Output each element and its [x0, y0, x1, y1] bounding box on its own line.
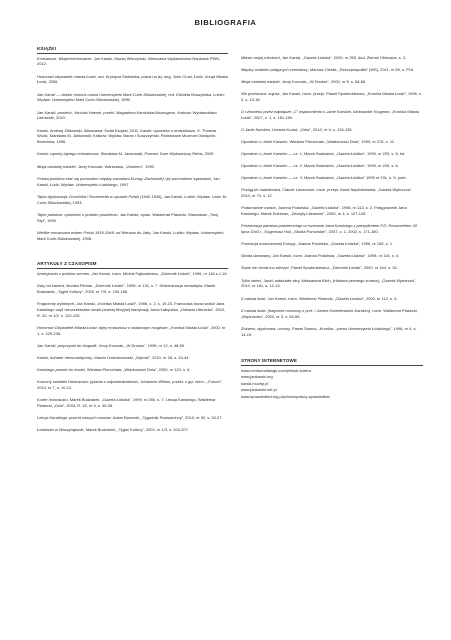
entry-details: , Marek Budziarek, „Gazeta Łódzka”, 1999, nr 280, s. 7. Lekcja Karskiego, Waldemar Piasecki, „Dziś”, 2003, R. 16, nr 9, s. 39-45. [37, 397, 216, 409]
entry-title: Opowieść o Janie Karskim — cz. 3 [241, 175, 302, 181]
bibliography-entry [241, 79, 423, 85]
bibliography-entry [37, 355, 228, 361]
entry-details: , Jan Karski, Lublin: Wydaw. Uniwersytetu Marii Curie-Skłodowskiej, 1998. [37, 229, 224, 241]
entry-details: , Paweł Samuś, „Kronika - pismo Uniwersytetu Łódzkiego”, 1996, nr 4, s. 14-15. [241, 325, 417, 337]
bibliography-entry [37, 325, 228, 337]
websites-list [241, 368, 423, 400]
bibliography-entry [37, 283, 228, 295]
entry-title: Świat nie chciał mu wierzyć [241, 265, 289, 271]
entry-details: , red. Krystyna Stokelska; praca na jej. ang. John Crust, Łódź: Urząd Miasta Łodzi, 2006. [37, 73, 228, 85]
entry-details: , Urszula Kozioł, „Odra”, 2010, nr 4, s. 134-135. [269, 126, 353, 132]
entry-details: , Mariusz Cieślik, „Rzeczpospolita” (WS), 2011, nr 59, s. P16. [307, 66, 415, 72]
entry-title: Tajna dyplomacja Churchilla i Roosevelta w sprawie Polski (1940-1945) [37, 193, 162, 199]
entry-details: , Jan Karski, „Kronika Miasta Łodzi”, 1996, z. 2, s. 19-23. Francuska burza wokół Jana Karskiego czyli nieoczekiwane skutki pewnej fikcyjnej fascynacji, Anna Łabędzka, „Dekada Literacka”, 2010, R. 20, nr 1/2, s. 120-125. [37, 301, 226, 318]
entry-title: Żołnierz, dyplomata, uczony [241, 325, 291, 331]
entry-title: Amerykanin z polskim sercem, Jan Karski [37, 270, 110, 276]
entry-details: , Stanisław M. Jankowski; Poznań: Dom Wydawniczy Rebis, 2009. [98, 151, 215, 157]
entry-details: , „Kronika Miasta Łodzi”, 2000, nr 1, s. 229-238. [37, 324, 226, 336]
entry-title: Honorowi obywatele miasta Łodzi [37, 73, 96, 79]
entry-title: Prowincja nowoczesnej Europy [241, 241, 296, 247]
bibliography-entry [37, 230, 228, 242]
bibliography-entry [241, 163, 423, 169]
website-link[interactable]: www.jankarski.org [241, 374, 273, 380]
entry-title: Opowieść o Janie Karskim [241, 138, 288, 144]
entry-details: , Marek Budziarek, „Tygiel Kultury”, 2002, nr 1/3, s. 204-207. [83, 427, 189, 433]
bibliography-entry [37, 415, 228, 421]
bibliography-entry [241, 67, 423, 73]
entry-details: , Marek Budziarek, „Gazeta Łódzka” 1999 nr 231, s. 5, portr. [301, 175, 407, 181]
entry-title: Tylko dzieci [241, 277, 262, 283]
bibliography-entry [37, 379, 228, 391]
entry-title: Jan Karski: przyczynki do biografii [37, 342, 97, 348]
entry-title: Fragmenty wybitnych [37, 301, 75, 306]
entry-details: , Eugeniusz Hull, „Studia Pomorskie”, 2007, z. 1, 2002, s. 171-180. [262, 229, 379, 235]
entry-title: Karski, bohater nieromantyczny [37, 355, 93, 360]
right-articles-list [241, 55, 423, 338]
entry-title: Miasto mojej młodości [241, 54, 280, 60]
bibliography-entry [37, 271, 228, 277]
entry-title: Podarowane miasto [241, 205, 276, 211]
bibliography-entry [37, 110, 228, 122]
entry-details: , Jan Karski, Łódź: Wydaw. Uniwersytetu Łódzkiego, 1997. [37, 175, 220, 187]
books-list [37, 56, 228, 242]
bibliography-entry [241, 223, 423, 235]
entry-details: , Monika Pietras, „Dziennik Łódzki”, 1999, nr 132, s. 7. Determinacja romantyka, Marek Budziarek, „Tygiel Kultury”, 2000, nr 7/9, s. 154-158. [37, 283, 216, 294]
entry-details: , Joanna Podolska, „Gazeta Łódzka”, 1996, nr 169, s. 1. [295, 241, 394, 247]
entry-title: Karski: raporty tajnego emisariusza [37, 151, 99, 157]
bibliography-entry [241, 278, 423, 290]
website-link[interactable]: www.sprawiedliwi.org.pl/pl/cms/polscy-sprawiedliwi [241, 393, 330, 399]
bibliography-entry [37, 301, 228, 319]
bibliography-entry [37, 176, 228, 188]
bibliography-entry [37, 74, 228, 86]
entry-details: , rozm. Michał Fajbusiewicz, „Dziennik Łódzki”, 1996, nr 146 s.1,16. [109, 270, 228, 276]
bibliography-entry [241, 109, 423, 121]
entry-title: Z miasta łodzi: (fragment rozmowy z prof. / Janem Kozielewskim-Karskim) [241, 307, 371, 313]
entry-title: O Janie Karskim [241, 126, 270, 132]
entry-title: Wielkie mocarstwa wobec Polski 1919-1945: od Wersalu do Jałty [37, 229, 151, 235]
bibliography-entry [241, 265, 423, 271]
entry-title: Misja ostatniej nadziei [241, 78, 280, 84]
entry-details: , Johannes Willms, przekł. z jęz. niem., „Forum”, 2010, nr 7, s. 10-12. [37, 379, 223, 391]
bibliography-entry [37, 212, 228, 224]
website-link[interactable]: www.jankarski.net.pl [241, 387, 277, 393]
entry-details: , Aleksander Klugman, „Kronika Miasta Łodzi”, 2007, z. 1, s. 151-159. [241, 108, 419, 120]
entry-details: , Paweł Spodenkiewicz, „Dziennik Łódzki”, 2000, nr 164, s. 16. [288, 265, 398, 271]
entry-details: , Jan Karski, rozm. Waldemar Piasecki, „Gazeta Łódzka”, 2000, nr 112, s. 5. [265, 295, 398, 301]
entry-title: Jan Karski — doktor honoris causa Uniwersytetu Marii Curie-Skłodowskiej [37, 91, 167, 97]
entry-details: , Jerzy Korczak, Warszawa, „Volumen”, 1992. [75, 163, 156, 169]
entry-details: , Marek Budziarek, „Gazeta Łódzka”, 1999, nr 229, s. 5, fot. [301, 150, 406, 156]
bibliography-entry [37, 56, 228, 68]
entry-title: Łodzianin w Waszyngtonie [37, 427, 84, 433]
entry-details: , Jan Karski; oprac. Waldemar Piasecki, Warszawa: „Twój Styl”, 1999. [37, 211, 218, 223]
entry-title: Opowieść o Janie Karskim — cz. 1 [241, 150, 302, 156]
bibliography-entry [241, 139, 423, 145]
entry-details: , Janki, właściwie wiry, Aleksandra Klich, (Historia pewnego kuriera), „Gazeta Wyborcza”, 2010, nr 181, s. 12-13. [241, 277, 417, 289]
bibliography-entry [37, 151, 228, 157]
bibliography-entry [241, 296, 423, 302]
entry-details: , Adam Bomecki, „Tygodnik Powszechny”, 2010, nr 30, s. 26-27. [110, 415, 223, 421]
entry-details: , Jan Karski, „Gazeta Łódzka”, 2000, nr 253, dod. Ziemia Obiecana, s. 3. [279, 54, 407, 60]
website-link[interactable]: www.centrumdialogu.com/pl/klub-kurera [241, 367, 311, 373]
page-title: BIBLIOGRAFIA [194, 18, 257, 27]
entry-title: Między ostatnim potępnych czerniarzy [241, 66, 308, 72]
entry-title: Karskiego powrót do źródeł [37, 367, 85, 373]
entry-title: Honorowi Obywatele Miasta Łodzi: tajny emisariusz o światowym rozgłosie [37, 324, 168, 330]
entry-details: , Jerzy Korczak, „W Drodze”, 2000, nr 5, s. 58-68. [279, 78, 367, 84]
books-heading: KSIĄŻKI [37, 46, 228, 54]
entry-title: Koronny świadek Holocaustu: pytania o odpowiedzialność [37, 379, 139, 385]
bibliography-entry [37, 367, 228, 373]
entry-details: , Jan Karski, Maciej Wierzyński, Warszawa Wydawnictwo Naukowe PWN, 2012. [37, 55, 221, 67]
bibliography-entry [241, 205, 423, 217]
bibliography-entry [37, 343, 228, 349]
bibliography-entry [37, 128, 228, 146]
entry-details: , Jan Karski, rozm. przepr. Paweł Spodenkiewicz, „Kronika Miasta Łodzi”, 1996, z. 2, s. 13-18. [241, 90, 422, 102]
bibliography-entry [37, 427, 228, 433]
entry-title: Z miasta łodzi [241, 295, 266, 301]
bibliography-entry [241, 326, 423, 338]
articles-list [37, 271, 228, 433]
bibliography-entry [241, 187, 423, 199]
bibliography-entry [37, 164, 228, 170]
bibliography-entry [37, 92, 228, 104]
entry-details: , Joanna Podolska, „Gazeta Łódzka”, 1998, nr 113, s. 2. Potęgowanie Jana Karskiego, Marek Edelman, „Zeszyty Literackie”, 2000, nr 4, s. 127-128. [241, 205, 407, 217]
bibliography-entry [241, 241, 423, 247]
entry-details: Karski, Andrzej Żbikowski, Warszawa: Świat Książki, 2011. Karski: opowieść o emisariuszu, E. Thomas Wood, Stanisław M. Jankowski; Kraków: Wydaw. Baran i Suszczyński; Państwowe Muzeum Oświęcim-Brzezinka, 1996. [37, 127, 217, 145]
bibliography-entry [241, 91, 423, 103]
entry-title: Nie przewraca: sojusz [241, 90, 280, 96]
right-column-spacer [241, 46, 423, 53]
entry-details: , Yannick Haenel; przekł. Magdalena Kamińska-Maurugeon, Kraków: Wydawnictwo Literackie, 2010. [37, 109, 217, 121]
entry-title: Emisariusz. Wtajemnichowanie [37, 55, 92, 61]
entry-details: , rozm. Waldemar Piasecki, „Wędrowiec”, 2000, nr 3, s. 54-55. [241, 307, 418, 319]
entry-title: Skoda darowany [241, 253, 271, 259]
entry-details: , Wiesław Pierzchała, „Wiadomości Dnia”, 2000, nr 123, s. 6. [84, 367, 191, 373]
entry-details: , Jan Karski, rozm. Joanna Podolska, „Gazeta Łódzka”, 1998, nr 116, s. 4. [270, 253, 400, 259]
entry-title: Kurier holocaustu [37, 397, 68, 403]
entry-title: Lekcja Karskiego: powrót naszych czasów [37, 415, 111, 421]
right-column [241, 46, 423, 400]
entry-title: Prezentacja państwa podziemnego w rozmowie Jana Karskiego z prezydentem F.D. Rooseveltem 28 lipca 1943 r. [241, 223, 417, 235]
websites-heading: STRONY INTERNETOWE [241, 358, 423, 366]
entry-title: Tajne państwo: opowieść o polskim podziemiu [37, 211, 118, 217]
bibliography-entry [241, 253, 423, 259]
bibliography-entry [241, 175, 423, 181]
entry-title: Jan Karski: powieść [37, 109, 72, 115]
website-link[interactable]: karski.muzhp.pl [241, 380, 269, 386]
bibliography-entry [241, 55, 423, 61]
bibliography-entry [241, 127, 423, 133]
entry-details: , Jan Karski, Lublin: Wydaw. Uniw. M. Curie-Skłodowskiej, 1993. [37, 193, 228, 205]
bibliography-entry [241, 151, 423, 157]
left-column [37, 46, 228, 433]
entry-details: , Claude Lanzmann, rozm. przepr. Anna Napiórkowska, „Gazeta Wyborcza”, 2010, nr 70, s. 12. [241, 187, 413, 199]
entry-title: Pociąg do świadectwa [241, 187, 280, 193]
entry-title: O człowieku przez najwiękze „C” wspomnienia o Janie Karskim [241, 108, 352, 114]
entry-title: Dary od kariera [37, 283, 64, 288]
entry-title: Polska powinna stać się pomostem między narodami Europy Zachodniej i jej wschodnimi sąsiadami [37, 175, 211, 181]
articles-heading: ARTYKUŁY Z CZASOPISM [37, 261, 228, 269]
entry-details: , Marcin Dzierżanowski, „Wprost”, 2010, nr 28, s. 43-44. [92, 355, 190, 360]
entry-details: , red. Elżbieta Muszyńska, Lublin: Wydaw. Uniwersytetu Marii Curie-Skłodowskiej, 1996. [37, 91, 225, 103]
bibliography-entry [37, 397, 228, 409]
entry-details: , Jerzy Korczak, „W Drodze”, 1995, nr 12, s. 48-59. [96, 342, 186, 348]
entry-details: , Wiesław Pierzchała, „Wiadomości Dnia”, 1999, nr 276, s. 11. [287, 138, 396, 144]
bibliography-entry [241, 308, 423, 320]
entry-details: , Marek Budziarek, „Gazeta Łódzka”, 1999, nr 230, s. 6. [301, 163, 399, 169]
bibliography-entry [37, 194, 228, 206]
entry-title: Misja ostatniej nadziei [37, 163, 76, 169]
entry-title: Opowieść o Janie Karskim — cz. 2 [241, 163, 302, 169]
